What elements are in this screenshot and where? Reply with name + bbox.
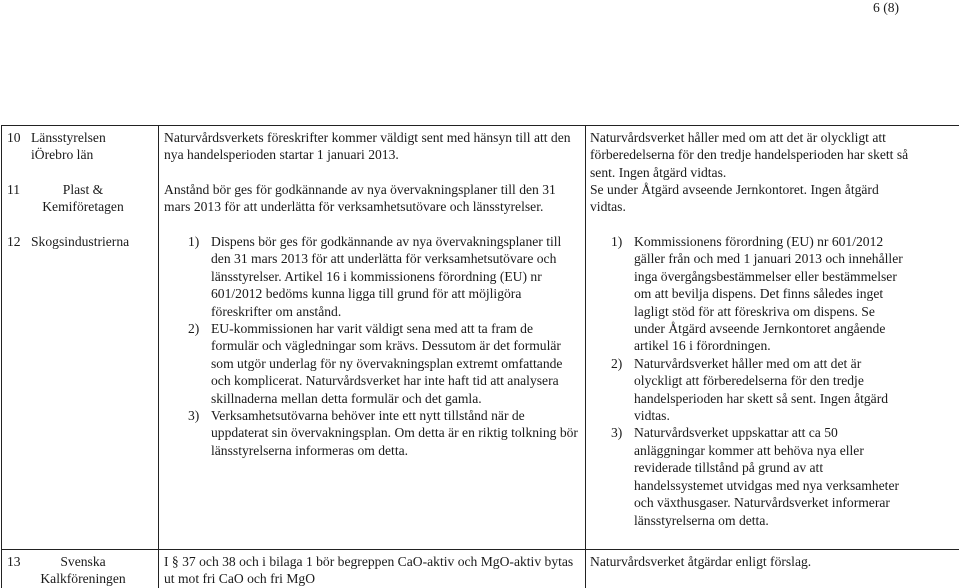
row-12-number: 12 (7, 234, 21, 249)
item-text: EU-kommissionen har varit väldigt sena med att ta fram de formulär och vägledningar som krävs. Dessutom är det formulär som utgör underlag för ny övervakningsplan extremt omfattande och komplicerat. Naturvårdsverket har inte haft tid att analysera skillnaderna mellan detta formulär och det gamla. (211, 321, 563, 406)
item-number: 3) (611, 425, 623, 441)
row-13-org: Svenska Kalkföreningen (40, 554, 126, 587)
row-12-comment-item (188, 233, 583, 320)
table-left-border (1, 125, 2, 588)
item-text: Naturvårdsverket uppskattar att ca 50 anläggningar kommer att behöva nya eller reviderade tillstånd på grund av att handelssystemet utvidgas med nya verksamheter och växthusgaser. Naturvårdsverket informerar länsstyrelserna om detta. (634, 425, 900, 528)
item-text: Dispens bör ges för godkännande av nya övervakningsplaner till den 31 mars 2013 för att underlätta för verksamhetsutövare och länsstyrelser. Artikel 16 i kommissionens förordning (EU) nr 601/2012 bedöms kunna ligga till grund för att möjligöra föreskrifter om anstånd. (211, 234, 562, 319)
item-number: 2) (188, 321, 200, 337)
row-11-response: Se under Åtgärd avseende Jernkontoret. Ingen åtgärd vidtas. (590, 182, 879, 215)
row-12-response-list (611, 233, 909, 529)
item-number: 3) (188, 408, 200, 424)
row-13-number: 13 (7, 554, 21, 569)
col-divider-org (158, 125, 159, 588)
item-number: 1) (611, 234, 623, 249)
row-10-number: 10 (7, 130, 21, 145)
item-number: 1) (188, 234, 200, 249)
table-top-border (1, 125, 959, 126)
row-13-response: Naturvårdsverket åtgärdar enligt förslag. (590, 554, 812, 569)
row-10-org: Länsstyrelsen iÖrebro län (31, 130, 106, 163)
row-11-org: Plast & Kemiföretagen (42, 182, 124, 215)
row-12-comment-item (188, 320, 583, 407)
row-11-number: 11 (7, 182, 21, 197)
page-number: 6 (8) (873, 0, 900, 15)
row-12-response-item (611, 424, 909, 528)
row-12-org: Skogsindustrierna (31, 234, 130, 249)
row-12-comment-list (188, 233, 583, 459)
row-13-comment: I § 37 och 38 och i bilaga 1 bör begreppen CaO-aktiv och MgO-aktiv bytas ut mot fri CaO och fri MgO (164, 554, 574, 587)
row-13-top-border (1, 549, 959, 550)
row-10-comment: Naturvårdsverkets föreskrifter kommer väldigt sent med hänsyn till att den nya handelsperioden startar 1 januari 2013. (164, 130, 571, 163)
col-divider-response (585, 125, 586, 588)
row-12-comment-item (188, 407, 583, 459)
row-12-response-item (611, 233, 909, 355)
row-11-comment: Anstånd bör ges för godkännande av nya övervakningsplaner till den 31 mars 2013 för att underlätta för verksamhetsutövare och länsstyrelser. (164, 182, 556, 215)
item-number: 2) (611, 355, 623, 371)
item-text: Kommissionens förordning (EU) nr 601/2012 gäller från och med 1 januari 2013 och innehåller inga övergångsbestämmelser eller bestämmelser om att bevilja dispens. Det finns således inget lagligt stöd för att föreskriva om dispens. Se under Åtgärd avseende Jernkontoret angående artikel 16 i förordningen. (634, 234, 903, 354)
item-text: Naturvårdsverket håller med om att det är olyckligt att förberedelserna för den tredje handelsperioden har skett så sent. Ingen åtgärd vidtas. (634, 355, 889, 424)
item-text: Verksamhetsutövarna behöver inte ett nytt tillstånd när de uppdaterat sin övervakningsplan. Om detta är en riktig tolkning bör länsstyrelserna informeras om detta. (211, 408, 578, 458)
row-12-response-item (611, 355, 909, 425)
row-10-response: Naturvårdsverket håller med om att det är olyckligt att förberedelserna för den tredje handelsperioden har skett så sent. Ingen åtgärd vidtas. (590, 130, 909, 180)
